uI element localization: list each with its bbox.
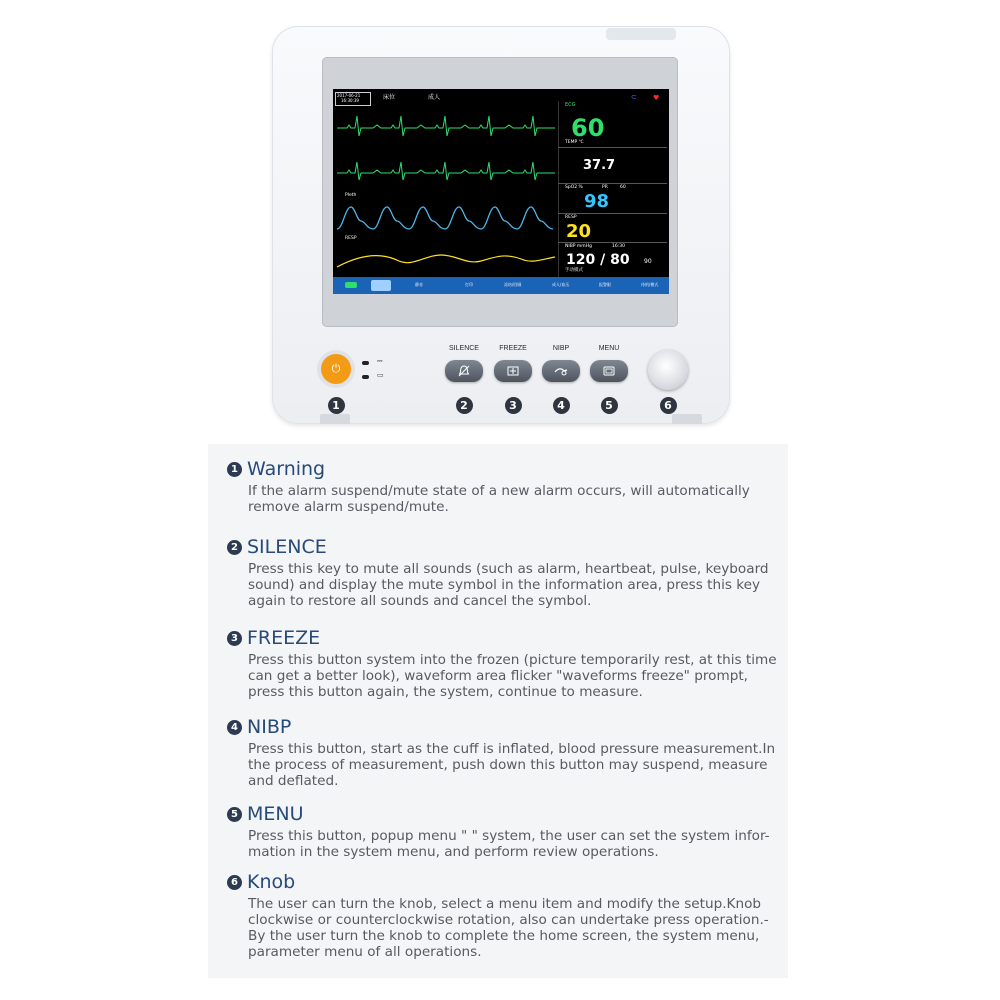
taskbar-freeze-label: 冻结/回顾 (504, 282, 522, 287)
handle-slot (606, 28, 676, 40)
body-line: sound) and display the mute symbol in the information area, press this key (248, 577, 761, 593)
section-title: Warning (247, 458, 326, 480)
body-line: remove alarm suspend/mute. (248, 499, 449, 515)
param-divider (558, 101, 559, 279)
section-body (248, 896, 788, 960)
screen-taskbar (333, 277, 669, 294)
section-knob (227, 871, 788, 960)
callout-5: 5 (601, 397, 618, 414)
silence-key-label: SILENCE (449, 345, 479, 352)
section-warning (227, 458, 788, 515)
body-line: press this button again, the system, continue to measure. (248, 684, 643, 700)
section-body (248, 741, 788, 789)
taskbar-nibp-label: 成人/血压 (552, 282, 570, 287)
section-number: 1 (227, 462, 242, 477)
taskbar-standby-button[interactable] (625, 280, 667, 291)
taskbar-standby-label: 待机/模式 (641, 282, 659, 287)
section-number: 4 (227, 720, 242, 735)
date-text: 2017-06-21 (337, 93, 361, 98)
ecg-wave-2 (337, 162, 555, 180)
ac-power-icon: ⎓ (377, 357, 383, 365)
temp-label: TEMP ℃ (565, 140, 584, 145)
taskbar-nibp-button[interactable] (536, 280, 578, 291)
bell-mute-icon (457, 364, 471, 378)
section-title: NIBP (247, 716, 292, 738)
section-menu (227, 803, 788, 860)
section-number: 6 (227, 875, 242, 890)
body-line: Press this button system into the frozen (picture temporarily rest, at this time (248, 652, 777, 668)
body-line: Press this button, start as the cuff is inflated, blood pressure measurement.In (248, 741, 776, 757)
nibp-label: NIBP mmHg (565, 244, 592, 249)
body-line: again to restore all sounds and cancel the symbol. (248, 593, 592, 609)
taskbar-alarm-label: 报警限 (599, 282, 611, 287)
section-title: SILENCE (247, 536, 327, 558)
body-line: clockwise or counterclockwise rotation, also can undertake press operation.- (248, 912, 769, 928)
power-button[interactable] (321, 354, 351, 384)
pr-value: 60 (620, 185, 626, 190)
patient-type-label: 成人 (428, 94, 441, 101)
home-button[interactable] (371, 280, 391, 291)
ecg-label: ECG (565, 102, 576, 108)
nibp-key-label: NIBP (552, 345, 570, 352)
taskbar-silence-button[interactable] (395, 280, 433, 291)
param-separator (558, 183, 667, 184)
body-line: The user can turn the knob, select a menu item and modify the setup.Knob (248, 896, 762, 912)
section-silence (227, 536, 788, 609)
param-separator (558, 213, 667, 214)
body-line: If the alarm suspend/mute state of a new alarm occurs, will automatically (248, 483, 750, 499)
body-line: parameter menu of all operations. (248, 944, 482, 960)
freeze-button[interactable] (494, 360, 532, 382)
silence-button[interactable] (445, 360, 483, 382)
monitor-screen (333, 89, 669, 294)
param-separator (558, 147, 667, 148)
menu-key-label: MENU (598, 345, 620, 352)
body-line: mation in the system menu, and perform review operations. (248, 844, 659, 860)
body-line: Press this button, popup menu " " system, the user can set the system infor- (248, 828, 770, 844)
battery-led (362, 375, 369, 379)
section-title: Knob (247, 871, 296, 893)
body-line: Press this key to mute all sounds (such as alarm, heartbeat, pulse, keyboard (248, 561, 769, 577)
section-number: 3 (227, 631, 242, 646)
device-foot (672, 414, 702, 424)
body-line: can get a better look), waveform area flicker "waveforms freeze" prompt, (248, 668, 749, 684)
menu-icon (602, 364, 616, 378)
taskbar-print-button[interactable] (443, 280, 483, 291)
callout-2: 2 (456, 397, 473, 414)
bed-label: 床位 (383, 94, 396, 101)
heart-icon: ♥ (653, 94, 660, 102)
resp-wave (337, 255, 555, 267)
nibp-mean: 90 (644, 258, 652, 265)
section-number: 2 (227, 540, 242, 555)
callout-6: 6 (660, 397, 677, 414)
battery-icon: ▭ (377, 371, 384, 379)
taskbar-freeze-button[interactable] (488, 280, 532, 291)
taskbar-print-label: 打印 (465, 282, 473, 287)
network-icon: ⊂ (631, 93, 637, 101)
section-number: 5 (227, 807, 242, 822)
menu-button[interactable] (590, 360, 628, 382)
body-line: the process of measurement, push down this button may suspend, measure (248, 757, 768, 773)
taskbar-alarm-button[interactable] (583, 280, 623, 291)
section-title: MENU (247, 803, 304, 825)
resp-value: 20 (566, 221, 592, 242)
pleth-label: Pleth (345, 193, 357, 198)
section-body (248, 828, 788, 860)
resp-label: RESP (565, 215, 577, 220)
pleth-wave (337, 207, 553, 229)
ac-led (362, 361, 369, 365)
ecg-wave-1 (337, 116, 555, 136)
nibp-mode: 手动模式 (565, 268, 583, 273)
freeze-key-label: FREEZE (499, 345, 527, 352)
nibp-value: 120 / 80 (566, 252, 630, 268)
taskbar-silence-label: 静音 (415, 282, 423, 287)
rotary-knob[interactable] (648, 350, 688, 390)
power-icon: ⏻ (331, 362, 341, 375)
section-body (248, 652, 788, 700)
callout-1: 1 (328, 397, 345, 414)
temp-value: 37.7 (583, 158, 616, 173)
section-title: FREEZE (247, 627, 321, 649)
section-body (248, 561, 788, 609)
device-foot (320, 414, 350, 424)
section-body (248, 483, 788, 515)
nibp-time: 16:30 (612, 244, 625, 249)
callout-3: 3 (505, 397, 522, 414)
spo2-value: 98 (584, 191, 610, 212)
spo2-label: SpO2 % (565, 185, 583, 190)
nibp-button[interactable] (542, 360, 580, 382)
resp-wave-label: RESP (345, 236, 357, 241)
cuff-icon (554, 364, 568, 378)
body-line: and deflated. (248, 773, 339, 789)
pr-label: PR (602, 185, 608, 190)
callout-4: 4 (553, 397, 570, 414)
section-nibp (227, 716, 788, 789)
waveform-area (333, 89, 558, 274)
freeze-icon (506, 364, 520, 378)
section-freeze (227, 627, 788, 700)
hr-value: 60 (571, 114, 605, 142)
body-line: By the user turn the knob to complete the home screen, the system menu, (248, 928, 760, 944)
param-separator (558, 242, 667, 243)
time-text: 16:30:39 (341, 98, 359, 103)
battery-icon (345, 282, 357, 288)
